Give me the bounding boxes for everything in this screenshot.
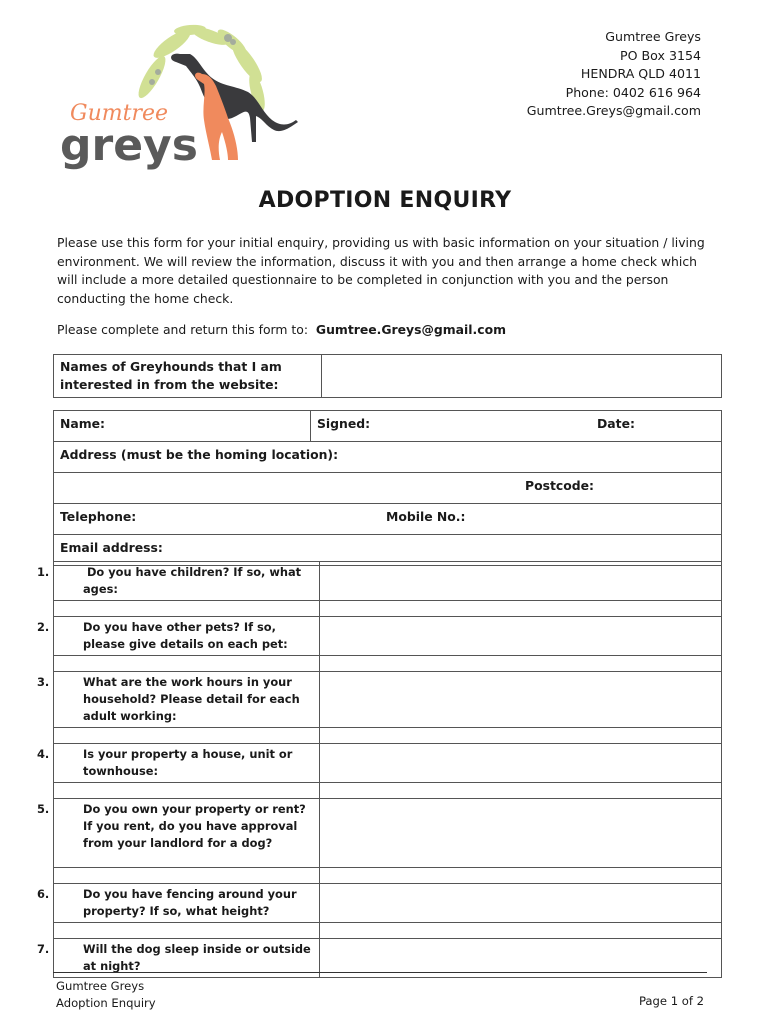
question-number: 4. xyxy=(37,747,50,761)
postcode-label: Postcode: xyxy=(525,478,594,493)
postcode-field[interactable] xyxy=(54,473,722,504)
return-email: Gumtree.Greys@gmail.com xyxy=(315,322,507,337)
spacer-row xyxy=(54,923,320,939)
question-number: 7. xyxy=(37,942,50,956)
question-2 xyxy=(37,617,320,656)
answer-4-input[interactable] xyxy=(320,744,722,783)
question-number: 6. xyxy=(37,887,50,901)
answer-5-input[interactable] xyxy=(320,799,722,868)
spacer-answer[interactable] xyxy=(320,923,722,939)
contact-phone: Phone: 0402 616 964 xyxy=(565,84,701,100)
name-label: Name: xyxy=(60,416,106,431)
question-text: Do you have children? If so, what ages: xyxy=(83,565,302,596)
spacer-answer[interactable] xyxy=(320,728,722,744)
question-number: 5. xyxy=(37,802,50,816)
contact-block xyxy=(527,28,701,121)
spacer-row xyxy=(54,601,320,617)
spacer-answer[interactable] xyxy=(320,601,722,617)
spacer-row xyxy=(54,783,320,799)
spacer-answer[interactable] xyxy=(320,868,722,884)
mobile-label: Mobile No.: xyxy=(386,509,466,524)
answer-3-input[interactable] xyxy=(320,672,722,728)
question-5 xyxy=(37,799,320,868)
date-label: Date: xyxy=(597,416,635,431)
name-field[interactable] xyxy=(54,411,311,442)
telephone-label: Telephone: xyxy=(60,509,137,524)
signed-label: Signed: xyxy=(317,416,371,431)
logo-word-gumtree: Gumtree xyxy=(70,101,169,126)
answer-6-input[interactable] xyxy=(320,884,722,923)
question-number: 1. xyxy=(37,565,50,579)
contact-po-box: PO Box 3154 xyxy=(620,47,701,63)
question-text: Will the dog sleep inside or outside at night? xyxy=(83,942,311,973)
page-number: Page 1 of 2 xyxy=(638,994,704,1008)
greyhounds-input[interactable] xyxy=(322,355,722,398)
greyhounds-table xyxy=(53,354,722,398)
telephone-field[interactable] xyxy=(54,504,722,535)
intro-paragraph: Please use this form for your initial enquiry, providing us with basic information on your situation / living environment. We will review the information, discuss it with you and then arrange a home check which will include a more detailed questionnaire to be completed in conjunction with you and the person conducting the home check. xyxy=(57,235,705,307)
logo-word-greys: greys xyxy=(60,120,198,171)
question-text: What are the work hours in your household? Please detail for each adult working: xyxy=(83,675,300,723)
questions-table xyxy=(37,561,722,978)
contact-org: Gumtree Greys xyxy=(605,29,701,44)
return-instructions xyxy=(57,322,506,337)
applicant-details-table xyxy=(53,410,722,566)
email-label: Email address: xyxy=(60,540,163,555)
footer-text xyxy=(56,978,156,1011)
greyhounds-label: Names of Greyhounds that I am interested in from the website: xyxy=(54,355,322,398)
question-number: 2. xyxy=(37,620,50,634)
contact-city: HENDRA QLD 4011 xyxy=(580,66,701,82)
contact-email: Gumtree.Greys@gmail.com xyxy=(526,103,701,119)
question-4 xyxy=(37,744,320,783)
spacer-row xyxy=(54,868,320,884)
question-1 xyxy=(37,562,320,601)
page-title: ADOPTION ENQUIRY xyxy=(258,188,512,213)
question-3 xyxy=(37,672,320,728)
spacer-answer[interactable] xyxy=(320,656,722,672)
footer-doc-name: Adoption Enquiry xyxy=(56,995,156,1010)
question-number: 3. xyxy=(37,675,50,689)
address-label: Address (must be the homing location): xyxy=(60,447,339,462)
spacer-answer[interactable] xyxy=(320,783,722,799)
question-text: Do you have other pets? If so, please give details on each pet: xyxy=(83,620,288,651)
question-text: Do you have fencing around your property? If so, what height? xyxy=(83,887,297,918)
address-field[interactable] xyxy=(54,442,722,473)
answer-1-input[interactable] xyxy=(320,562,722,601)
spacer-row xyxy=(54,728,320,744)
question-text: Is your property a house, unit or townhouse: xyxy=(83,747,293,778)
footer-divider xyxy=(53,972,707,973)
answer-2-input[interactable] xyxy=(320,617,722,656)
question-6 xyxy=(37,884,320,923)
return-text: Please complete and return this form to: xyxy=(57,322,309,337)
question-text: Do you own your property or rent? If you rent, do you have approval from your landlord for a dog? xyxy=(83,802,306,850)
footer-org: Gumtree Greys xyxy=(56,979,145,993)
spacer-row xyxy=(54,656,320,672)
signed-date-field[interactable] xyxy=(311,411,722,442)
gumtree-greys-logo xyxy=(52,22,302,172)
